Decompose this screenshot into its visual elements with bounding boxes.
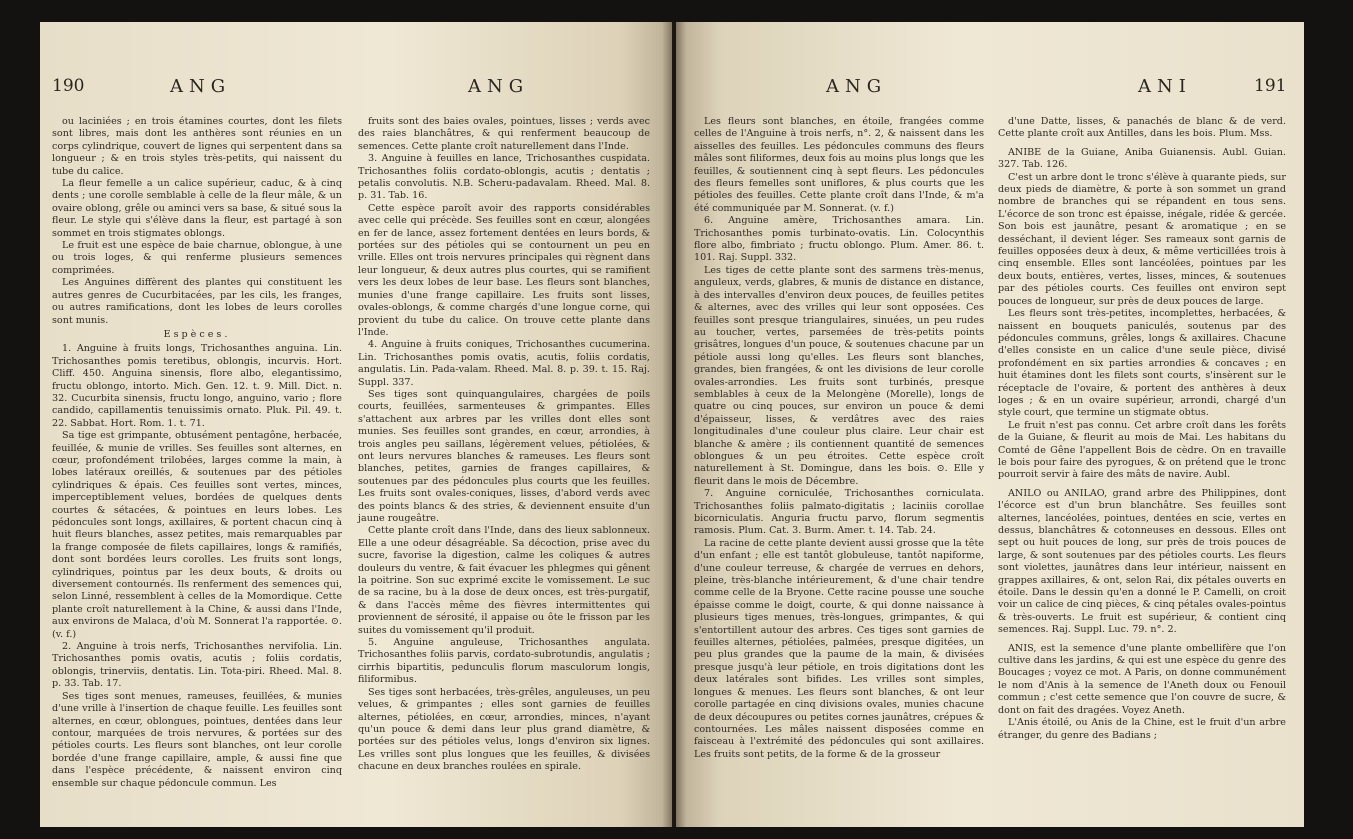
paragraph: Ses tiges sont quinquangulaires, chargées de poils courts, feuillées, sarmenteuses & grimpantes. Elles s'attachent aux arbres par les vrilles dont elles sont munies. Ses feuilles sont grandes, en cœur, arrondies, à trois angles peu saillans, légèrement velues, pétiolées, & ont leurs nervures blanches & rameuses. Les fleurs sont blanches, petites, garnies de franges capillaires, & soutenues par des pédoncules plus courts que les feuilles. Les fruits sont ovales-coniques, lisses, d'abord verds avec des points blancs & des stries, & deviennent ensuite d'un jaune rougeâtre. bbox=[358, 388, 650, 524]
book-gutter bbox=[662, 22, 686, 827]
paragraph: L'Anis étoilé, ou Anis de la Chine, est le fruit d'un arbre étranger, du genre des Badians ; bbox=[998, 717, 1286, 741]
running-head-right: ANG bbox=[468, 76, 530, 97]
paragraph: 2. Anguine à trois nerfs, Trichosanthes nervifolia. Lin. Trichosanthes pomis ovatis, acutis ; foliis cordatis, oblongis, trinerviis, dentatis. Lin. Tota-piri. Rheed. Mal. 8. p. 33. Tab. 17. bbox=[52, 641, 342, 690]
paragraph: C'est un arbre dont le tronc s'élève à quarante pieds, sur deux pieds de diamètre, & porte à son sommet un grand nombre de branches qui se répandent en tous sens. L'écorce de son tronc est épaisse, inégale, ridée & gercée. Son bois est jaunâtre, pesant & aromatique ; en se desséchant, il devient léger. Ses rameaux sont garnis de feuilles opposées deux à deux, & même verticillées trois à cinq ensemble. Elles sont lancéolées, pointues par les deux bouts, entières, vertes, lisses, minces, & soutenues par des pétioles courts. Ces feuilles ont environ sept pouces de longueur, sur près de deux pouces de large. bbox=[998, 171, 1287, 307]
text-column-2 bbox=[358, 116, 650, 774]
paragraph: La fleur femelle a un calice supérieur, caduc, & à cinq dents ; une corolle semblable à celle de la fleur mâle, & un ovaire oblong, grêle ou aminci vers sa base, & situé sous la fleur. Le style qui s'élève dans la fleur, est partagé à son sommet en trois stigmates oblongs. bbox=[52, 178, 342, 239]
paragraph: Ses tiges sont menues, rameuses, feuillées, & munies d'une vrille à l'insertion de chaque feuille. Les feuilles sont alternes, en cœur, oblongues, pointues, dentées dans leur contour, marquées de trois nervures, & portées sur des pétioles courts. Les fleurs sont blanches, ont leur corolle bordée d'une frange capillaire, ample, & aussi fine que dans l'espèce précédente, & naissent environ cinq ensemble sur chaque pédoncule commun. Les bbox=[52, 690, 342, 789]
right-page bbox=[676, 22, 1304, 827]
paragraph: ANIS, est la semence d'une plante ombellifère que l'on cultive dans les jardins, & qui est une espèce du genre des Boucages ; voyez ce mot. A Paris, on donne communément le nom d'Anis à la semence de l'Aneth doux ou Fenouil commun ; c'est cette semence que l'on couvre de sucre, & dont on fait des dragées. Voyez Aneth. bbox=[998, 642, 1286, 716]
paragraph: fruits sont des baies ovales, pointues, lisses ; verds avec des raies blanchâtres, & qui renferment beaucoup de semences. Cette plante croît naturellement dans l'Inde. bbox=[358, 116, 650, 152]
paragraph: d'une Datte, lisses, & panachés de blanc & de verd. Cette plante croît aux Antilles, dans les bois. Plum. Mss. bbox=[998, 116, 1286, 140]
paragraph: Les tiges de cette plante sont des sarmens très-menus, anguleux, verds, glabres, & munis de distance en distance, à des intervalles d'environ deux pouces, de feuilles petites & alternes, avec des vrilles qui leur sont opposées. Ces feuilles sont presque triangulaires, sinuées, un peu rudes au toucher, vertes, parsemées de très-petits points grisâtres, longues d'un pouce, & soutenues chacune par un pétiole aussi long qu'elles. Les fleurs sont blanches, grandes, bien frangées, & ont les divisions de leur corolle ovales-arrondies. Les fruits sont turbinés, presque semblables à ceux de la Melongène (Morelle), longs de quatre ou cinq pouces, sur environ un pouce & demi d'épaisseur, lisses, & verdâtres avec des raies longitudinales d'une couleur plus claire. Leur chair est blanche & amère ; ils contiennent quantité de semences oblongues & un peu étroites. Cette espèce croît naturellement à St. Domingue, dans les bois. ⊙. Elle y fleurit dans le mois de Décembre. bbox=[694, 264, 984, 487]
paragraph: Les Anguines diffèrent des plantes qui constituent les autres genres de Cucurbitacées, par les cils, les franges, ou autres ramifications, dont les lobes de leurs corolles sont munis. bbox=[52, 277, 342, 326]
paragraph: Le fruit n'est pas connu. Cet arbre croît dans les forêts de la Guiane, & fleurit au mois de Mai. Les habitans du Comté de Gêne l'appellent Bois de cèdre. On en travaille le bois pour faire des pyrogues, & on prétend que le tronc pourroit servir à faire des mâts de navire. Aubl. bbox=[998, 419, 1286, 481]
paragraph: Les fleurs sont très-petites, incomplettes, herbacées, & naissent en bouquets paniculés, soutenus par des pédoncules communs, grêles, longs & axillaires. Chacune d'elles consiste en un calice d'une seule pièce, divisé profondément en six parties arrondies & concaves ; en huit étamines dont les filets sont courts, s'insèrent sur le réceptacle de l'ovaire, & portent des anthères à deux loges ; & en un ovaire supérieur, arrondi, chargé d'un style court, que termine un stigmate obtus. bbox=[998, 308, 1286, 419]
paragraph: Ses tiges sont herbacées, très-grêles, anguleuses, un peu velues, & grimpantes ; elles sont garnies de feuilles alternes, pétiolées, en cœur, arrondies, minces, n'ayant qu'un pouce & demi dans leur plus grand diamètre, & portées sur des pétioles velus, longs d'environ six lignes. Les vrilles sont plus longues que les feuilles, & divisées chacune en deux branches roulées en spirale. bbox=[358, 686, 650, 773]
running-head-left: ANG bbox=[170, 76, 232, 97]
running-head-right: ANI bbox=[1138, 76, 1192, 97]
text-column-1 bbox=[52, 116, 342, 790]
paragraph: Cette espèce paroît avoir des rapports considérables avec celle qui précède. Ses feuilles sont en cœur, alongées en fer de lance, assez fortement dentées en leurs bords, & portées sur des pétioles qui se contournent un peu en vrille. Elles ont trois nervures principales qui règnent dans leur longueur, & deux autres plus courtes, qui se ramifient vers les deux lobes de leur base. Les fleurs sont blanches, munies d'une frange capillaire. Les fruits sont lisses, ovales-oblongs, & comme chargés d'une longue corne, qui provient du tube du calice. On trouve cette plante dans l'Inde. bbox=[358, 202, 650, 338]
paragraph: Le fruit est une espèce de baie charnue, oblongue, à une ou trois loges, & qui renferme plusieurs semences comprimées. bbox=[52, 240, 342, 276]
page-number: 191 bbox=[1254, 76, 1287, 96]
paragraph: ANIBE de la Guiane, Aniba Guianensis. Aubl. Guian. 327. Tab. 126. bbox=[998, 146, 1286, 171]
paragraph: ANILO ou ANILAO, grand arbre des Philippines, dont l'écorce est d'un brun blanchâtre. Ses feuilles sont alternes, lancéolées, pointues, dentées en scie, vertes en dessus, blanchâtres & cotonneuses en dessous. Elles ont sept ou huit pouces de long, sur près de trois pouces de large, & sont soutenues par des pétioles courts. Les fleurs sont violettes, jaunâtres dans leur intérieur, naissent en grappes axillaires, & ont, selon Rai, dix pétales ouverts en étoile. Dans le dessin qu'en a donné le P. Camelli, on croit voir un calice de cinq pièces, & cinq pétales ovales-pointus & très-ouverts. Le fruit est supérieur, & contient cinq semences. Raj. Suppl. Luc. 79. n°. 2. bbox=[998, 487, 1286, 636]
text-column-1 bbox=[694, 116, 984, 761]
paragraph: Les fleurs sont blanches, en étoile, frangées comme celles de l'Anguine à trois nerfs, n°. 2, & naissent dans les aisselles des feuilles. Les pédoncules communs des fleurs mâles sont filiformes, deux fois au moins plus longs que les feuilles, & soutiennent cinq à sept fleurs. Les pédoncules des fleurs femelles sont uniflores, & plus courts que les pétioles des feuilles. Cette plante croît dans l'Inde, & m'a été communiquée par M. Sonnerat. (v. f.) bbox=[694, 116, 984, 214]
section-heading: Espèces. bbox=[163, 328, 231, 340]
paragraph: ou laciniées ; en trois étamines courtes, dont les filets sont libres, mais dont les anthères sont réunies en un corps cylindrique, couvert de lignes qui serpentent dans sa longueur ; & en trois styles très-petits, qui naissent du tube du calice. bbox=[52, 116, 342, 177]
left-page bbox=[40, 22, 672, 827]
paragraph: La racine de cette plante devient aussi grosse que la tête d'un enfant ; elle est tantôt globuleuse, tantôt napiforme, d'une couleur terreuse, & chargée de verrues en dehors, pleine, très-blanche intérieurement, & d'une chair tendre comme celle de la Bryone. Cette racine pousse une souche épaisse comme le doigt, courte, & qui donne naissance à plusieurs tiges menues, très-longues, grimpantes, & qui s'entortillent autour des arbres. Ces tiges sont garnies de feuilles alternes, pétiolées, palmées, presque digitées, un peu plus grandes que la paume de la main, & divisées presque jusqu'à leur pétiole, en trois digitations dont les deux latérales sont bifides. Les vrilles sont simples, longues & menues. Les fleurs sont blanches, & ont leur corolle partagée en cinq divisions ovales, munies chacune de deux découpures ou petites cornes jaunâtres, crépues & contournées. Les mâles naissent disposées comme en faisceau à l'extrémité des pédoncules qui sont axillaires. Les fruits sont petits, de la forme & de la grosseur bbox=[694, 537, 984, 760]
paragraph: 7. Anguine corniculée, Trichosanthes corniculata. Trichosanthes foliis palmato-digitatis ; laciniis corollae bicorniculatis. Anguria fructu parvo, florum segmentis ramosis. Plum. Cat. 3. Burm. Amer. t. 14. Tab. 24. bbox=[694, 488, 984, 537]
paragraph: 6. Anguine amère, Trichosanthes amara. Lin. Trichosanthes pomis turbinato-ovatis. Lin. Colocynthis flore albo, fimbriato ; fructu oblongo. Plum. Amer. 86. t. 101. Raj. Suppl. 332. bbox=[694, 215, 984, 264]
paragraph: Sa tige est grimpante, obtusément pentagône, herbacée, feuillée, & munie de vrilles. Ses feuilles sont alternes, en cœur, profondément trilobées, larges comme la main, à lobes latéraux oreillés, & soutenues par des pétioles cylindriques & épais. Ces feuilles sont vertes, minces, imperceptiblement velues, bordées de quelques dents courtes & sétacées, & pointues en leurs lobes. Les pédoncules sont longs, axillaires, & portent chacun cinq à huit fleurs blanches, assez petites, mais remarquables par la frange composée de filets capillaires, longs & ramifiés, dont sont bordées leurs corolles. Les fruits sont longs, cylindriques, pointus par les deux bouts, & droits ou diversement contournés. Ils renferment des semences qui, selon Linné, ressemblent à celles de la Momordique. Cette plante croît naturellement à la Chine, & aussi dans l'Inde, aux environs de Malaca, d'où M. Sonnerat l'a rapportée. ⊙. (v. f.) bbox=[52, 430, 342, 640]
page-number: 190 bbox=[52, 76, 85, 96]
paragraph: 5. Anguine anguleuse, Trichosanthes angulata. Trichosanthes foliis parvis, cordato-subrotundis, angulatis ; cirrhis bipartitis, pedunculis florum masculorum longis, filiformibus. bbox=[358, 637, 650, 686]
paragraph: Cette plante croît dans l'Inde, dans des lieux sablonneux. Elle a une odeur désagréable. Sa décoction, prise avec du sucre, favorise la digestion, calme les coliques & autres douleurs du ventre, & fait évacuer les phlegmes qui gênent la poitrine. Son suc exprimé excite le vomissement. Le suc de sa racine, bu à la dose de deux onces, est très-purgatif, & dans l'accès même des fièvres intermittentes qui proviennent de sérosité, il appaise ou ôte le frisson par les suites du vomissement qu'il produit. bbox=[358, 525, 650, 636]
paragraph: 1. Anguine à fruits longs, Trichosanthes anguina. Lin. Trichosanthes pomis teretibus, oblongis, incurvis. Hort. Cliff. 450. Anguina sinensis, flore albo, elegantissimo, fructu oblongo, intorto. Mich. Gen. 12. t. 9. Mill. Dict. n. 32. Cucurbita sinensis, fructu longo, anguino, vario ; flore candido, capillamentis tenuissimis ornato. Pluk. Pil. 49. t. 22. Sabbat. Hort. Rom. 1. t. 71. bbox=[52, 343, 342, 429]
text-column-2 bbox=[998, 116, 1286, 742]
paragraph: 4. Anguine à fruits coniques, Trichosanthes cucumerina. Lin. Trichosanthes pomis ovatis, acutis, foliis cordatis, angulatis. Lin. Pada-valam. Rheed. Mal. 8. p. 39. t. 15. Raj. Suppl. 337. bbox=[358, 339, 650, 388]
running-head-left: ANG bbox=[826, 76, 888, 97]
paragraph: 3. Anguine à feuilles en lance, Trichosanthes cuspidata. Trichosanthes foliis cordato-oblongis, acutis ; dentatis ; petalis convolutis. N.B. Scheru-padavalam. Rheed. Mal. 8. p. 31. Tab. 16. bbox=[358, 153, 650, 202]
